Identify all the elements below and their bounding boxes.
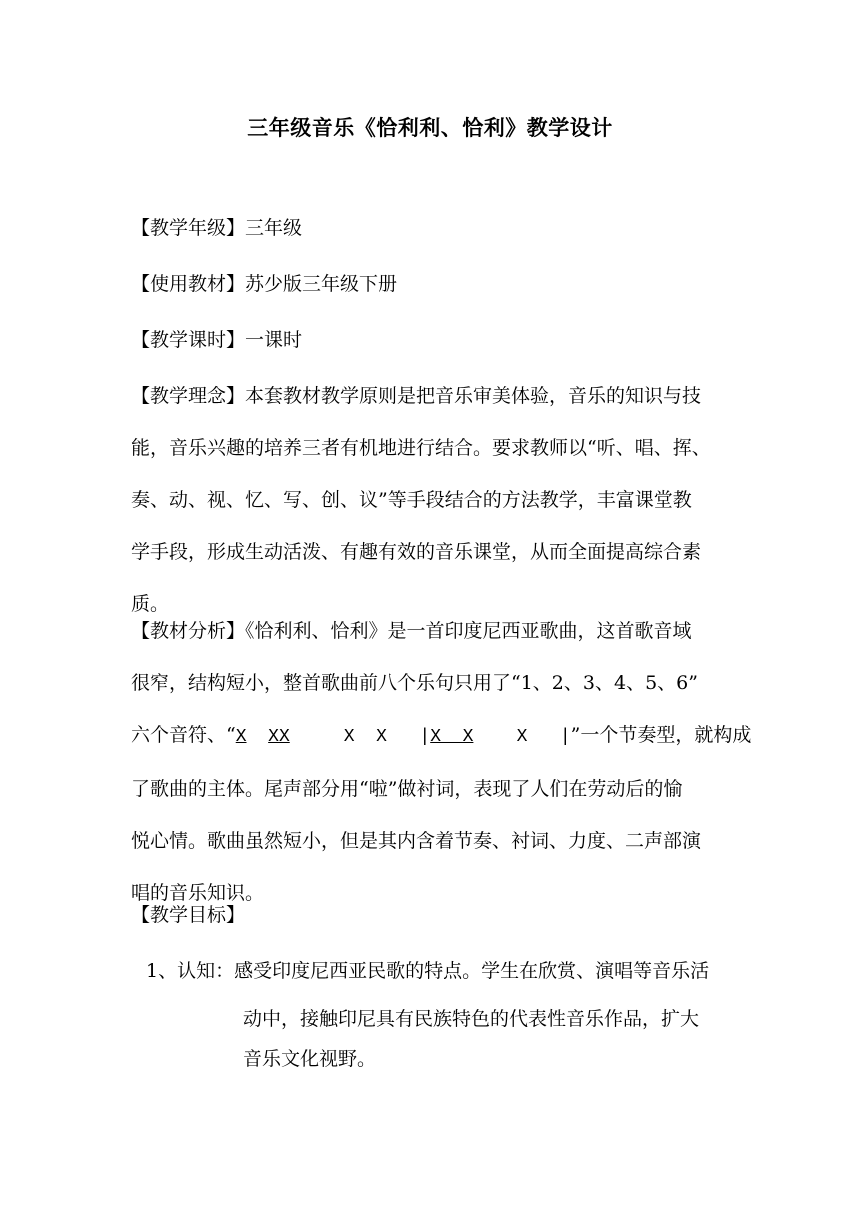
rhythm-pattern: X XX X X |X X X | xyxy=(235,727,571,747)
analysis-row-6: 唱的音乐知识。 xyxy=(131,882,265,904)
concept-row-3: 奏、动、视、忆、写、创、议”等手段结合的方法教学，丰富课堂教 xyxy=(131,489,692,511)
concept-row-2: 能，音乐兴趣的培养三者有机地进行结合。要求教师以“听、唱、挥、 xyxy=(131,437,711,459)
goal-item-1-cont-1: 动中，接触印尼具有民族特色的代表性音乐作品，扩大 xyxy=(243,1008,700,1030)
textbook-line xyxy=(131,270,397,298)
goal-item-1: 1、认知：感受印度尼西亚民歌的特点。学生在欣赏、演唱等音乐活 xyxy=(146,960,710,982)
analysis-paragraph xyxy=(131,605,752,919)
analysis-row-3: 六个音符、“X XX X X |X X X |”一个节奏型，就构成 xyxy=(131,724,752,747)
concept-row-1: 【教学理念】本套教材教学原则是把音乐审美体验，音乐的知识与技 xyxy=(131,385,702,407)
analysis-label: 【教材分析】 xyxy=(131,620,246,642)
concept-row-5: 质。 xyxy=(131,593,170,615)
document-title: 三年级音乐《恰利利、恰利》教学设计 xyxy=(247,115,613,140)
concept-paragraph xyxy=(131,370,731,630)
concept-row-4: 学手段，形成生动活泼、有趣有效的音乐课堂，从而全面提高综合素 xyxy=(131,541,702,563)
textbook-label: 【使用教材】 xyxy=(131,273,246,295)
goals-heading: 【教学目标】 xyxy=(131,904,246,926)
concept-label: 【教学理念】 xyxy=(131,385,246,407)
hours-line xyxy=(131,326,302,354)
grade-value: 三年级 xyxy=(245,217,303,239)
analysis-row-4: 了歌曲的主体。尾声部分用“啦”做衬词，表现了人们在劳动后的愉 xyxy=(131,778,683,800)
hours-label: 【教学课时】 xyxy=(131,329,246,351)
grade-line xyxy=(131,214,302,242)
hours-value: 一课时 xyxy=(245,329,303,351)
goal-item-1-cont-2: 音乐文化视野。 xyxy=(243,1048,377,1070)
analysis-row-1: 【教材分析】《恰利利、恰利》是一首印度尼西亚歌曲，这首歌音域 xyxy=(131,620,692,642)
analysis-row-2: 很窄，结构短小，整首歌曲前八个乐句只用了“1、2、3、4、5、6” xyxy=(131,672,698,694)
analysis-row-5: 悦心情。歌曲虽然短小，但是其内含着节奏、衬词、力度、二声部演 xyxy=(131,830,702,852)
grade-label: 【教学年级】 xyxy=(131,217,246,239)
textbook-value: 苏少版三年级下册 xyxy=(245,273,398,295)
